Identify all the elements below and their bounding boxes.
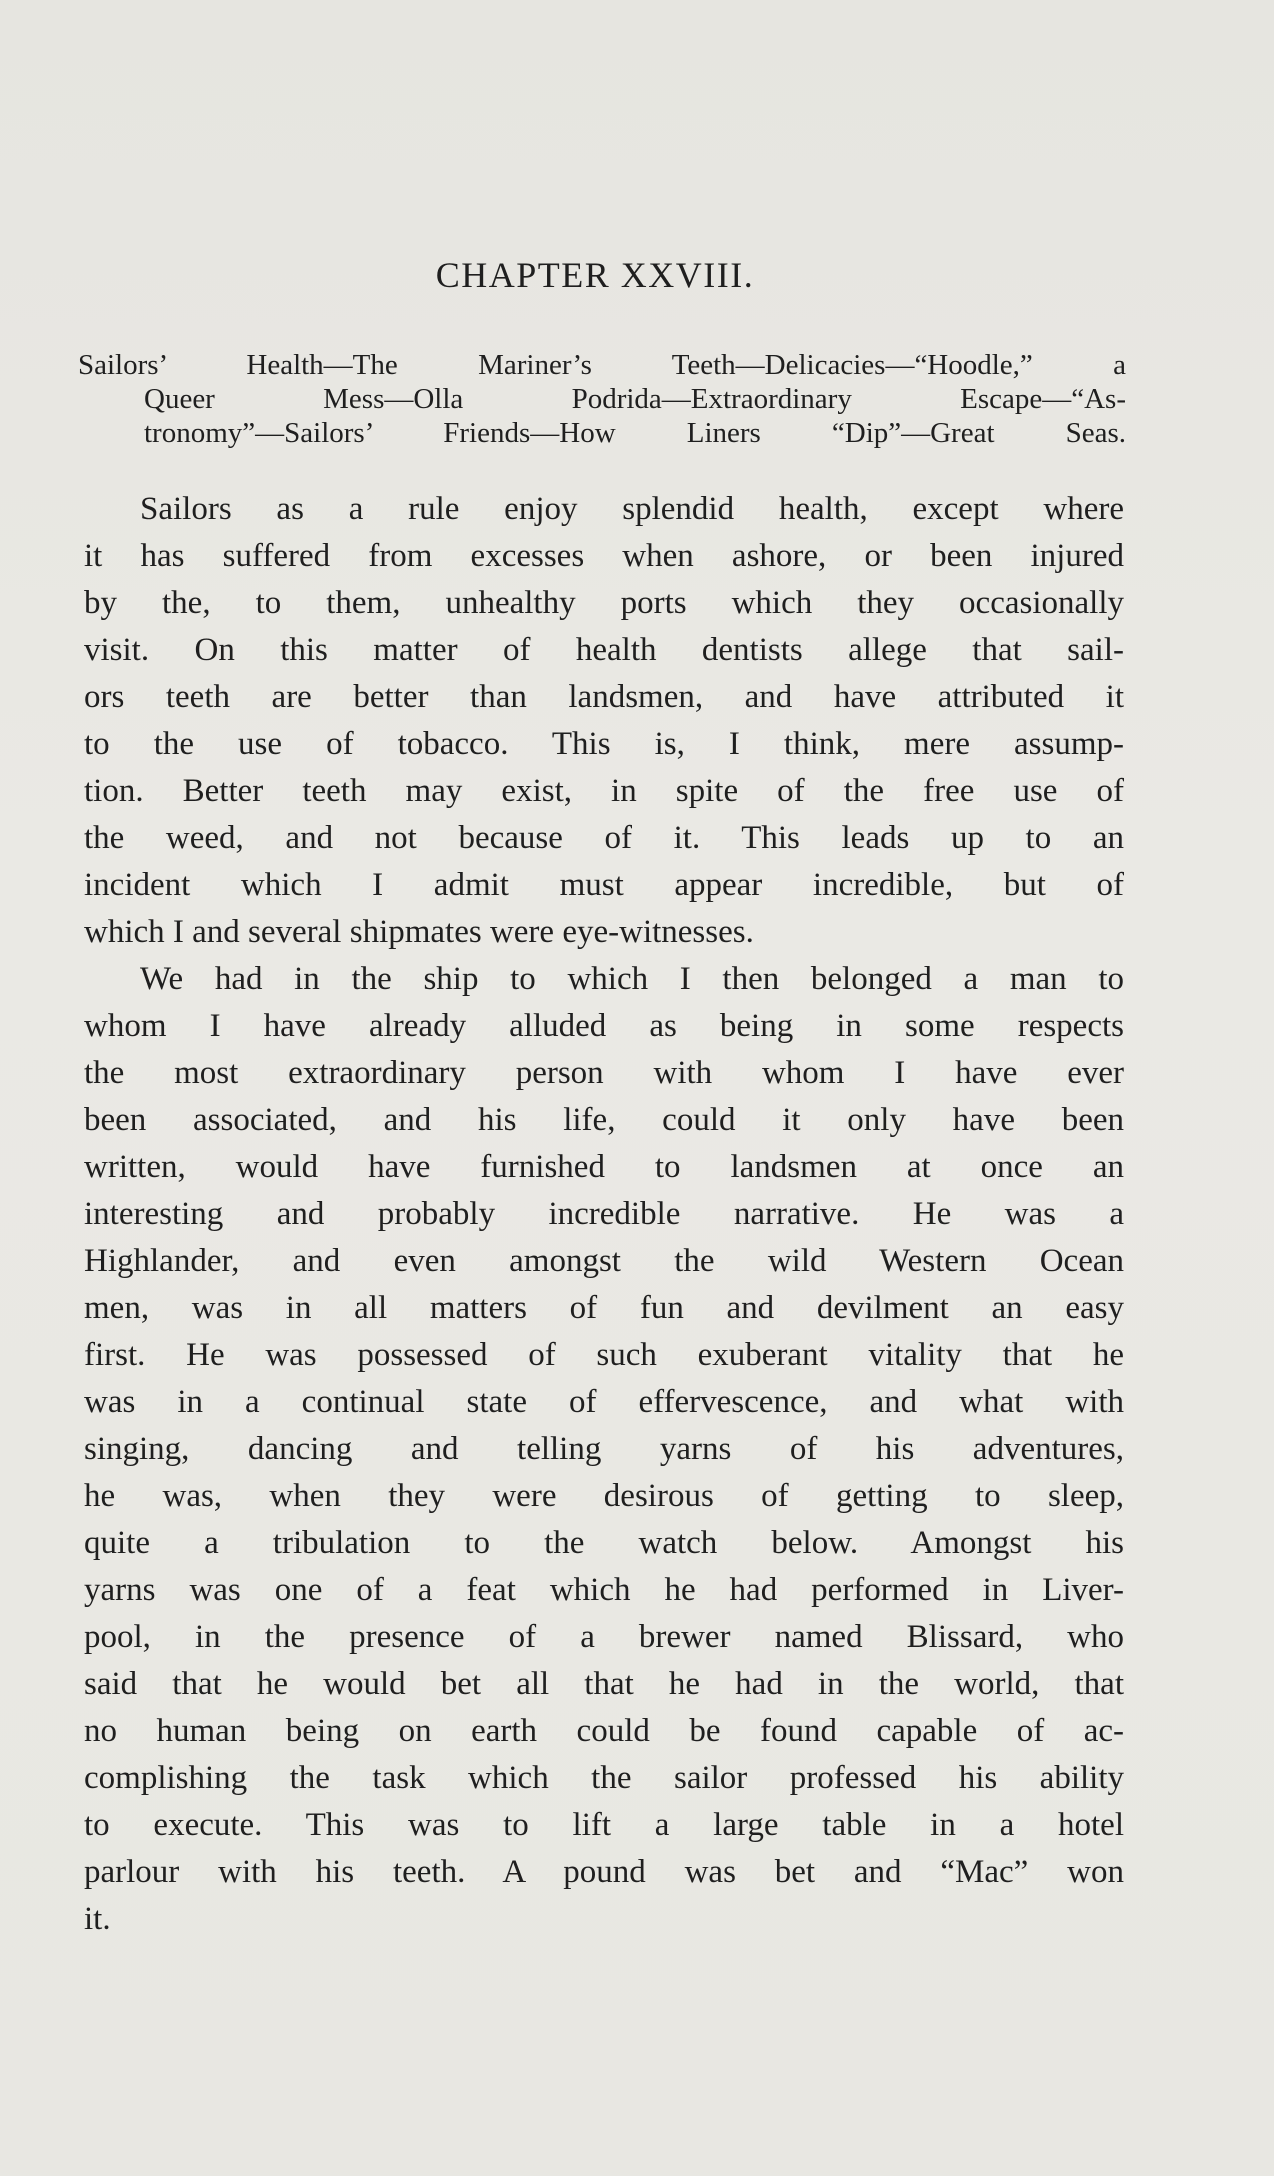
body-line: been associated, and his life, could it only have been — [84, 1102, 1124, 1138]
body-line: he was, when they were desirous of getting to sleep, — [84, 1478, 1124, 1514]
body-line: the most extraordinary person with whom I have ever — [84, 1055, 1124, 1091]
body-line: singing, dancing and telling yarns of his adventures, — [84, 1431, 1124, 1467]
body-line: to the use of tobacco. This is, I think, mere assump- — [84, 726, 1124, 762]
chapter-summary — [78, 348, 1126, 450]
body-text — [84, 486, 1124, 1943]
body-line: it. — [84, 1901, 111, 1937]
chapter-title: CHAPTER XXVIII. — [435, 255, 755, 295]
body-line: parlour with his teeth. A pound was bet and “Mac” won — [84, 1854, 1124, 1890]
body-line: which I and several shipmates were eye-witnesses. — [84, 914, 754, 950]
body-line: pool, in the presence of a brewer named Blissard, who — [84, 1619, 1124, 1655]
body-line: Sailors as a rule enjoy splendid health, except where — [140, 491, 1124, 527]
body-line: the weed, and not because of it. This leads up to an — [84, 820, 1124, 856]
body-line: tion. Better teeth may exist, in spite of the free use of — [84, 773, 1124, 809]
summary-line: tronomy”—Sailors’ Friends—How Liners “Dip”—Great Seas. — [144, 417, 1126, 449]
body-line: to execute. This was to lift a large table in a hotel — [84, 1807, 1124, 1843]
body-line: interesting and probably incredible narrative. He was a — [84, 1196, 1124, 1232]
body-line: Highlander, and even amongst the wild Western Ocean — [84, 1243, 1124, 1279]
body-line: written, would have furnished to landsmen at once an — [84, 1149, 1124, 1185]
body-line: men, was in all matters of fun and devilment an easy — [84, 1290, 1124, 1326]
body-line: visit. On this matter of health dentists allege that sail- — [84, 632, 1124, 668]
body-line: was in a continual state of effervescence, and what with — [84, 1384, 1124, 1420]
body-line: said that he would bet all that he had in the world, that — [84, 1666, 1124, 1702]
summary-line: Sailors’ Health—The Mariner’s Teeth—Delicacies—“Hoodle,” a — [78, 349, 1126, 381]
body-line: We had in the ship to which I then belonged a man to — [140, 961, 1124, 997]
body-line: first. He was possessed of such exuberant vitality that he — [84, 1337, 1124, 1373]
body-line: yarns was one of a feat which he had performed in Liver- — [84, 1572, 1124, 1608]
body-line: by the, to them, unhealthy ports which they occasionally — [84, 585, 1124, 621]
body-line: ors teeth are better than landsmen, and have attributed it — [84, 679, 1124, 715]
body-line: quite a tribulation to the watch below. Amongst his — [84, 1525, 1124, 1561]
body-line: it has suffered from excesses when ashore, or been injured — [84, 538, 1124, 574]
body-line: whom I have already alluded as being in some respects — [84, 1008, 1124, 1044]
body-line: incident which I admit must appear incredible, but of — [84, 867, 1124, 903]
body-line: complishing the task which the sailor professed his ability — [84, 1760, 1124, 1796]
summary-line: Queer Mess—Olla Podrida—Extraordinary Escape—“As- — [144, 383, 1126, 415]
body-line: no human being on earth could be found capable of ac- — [84, 1713, 1124, 1749]
